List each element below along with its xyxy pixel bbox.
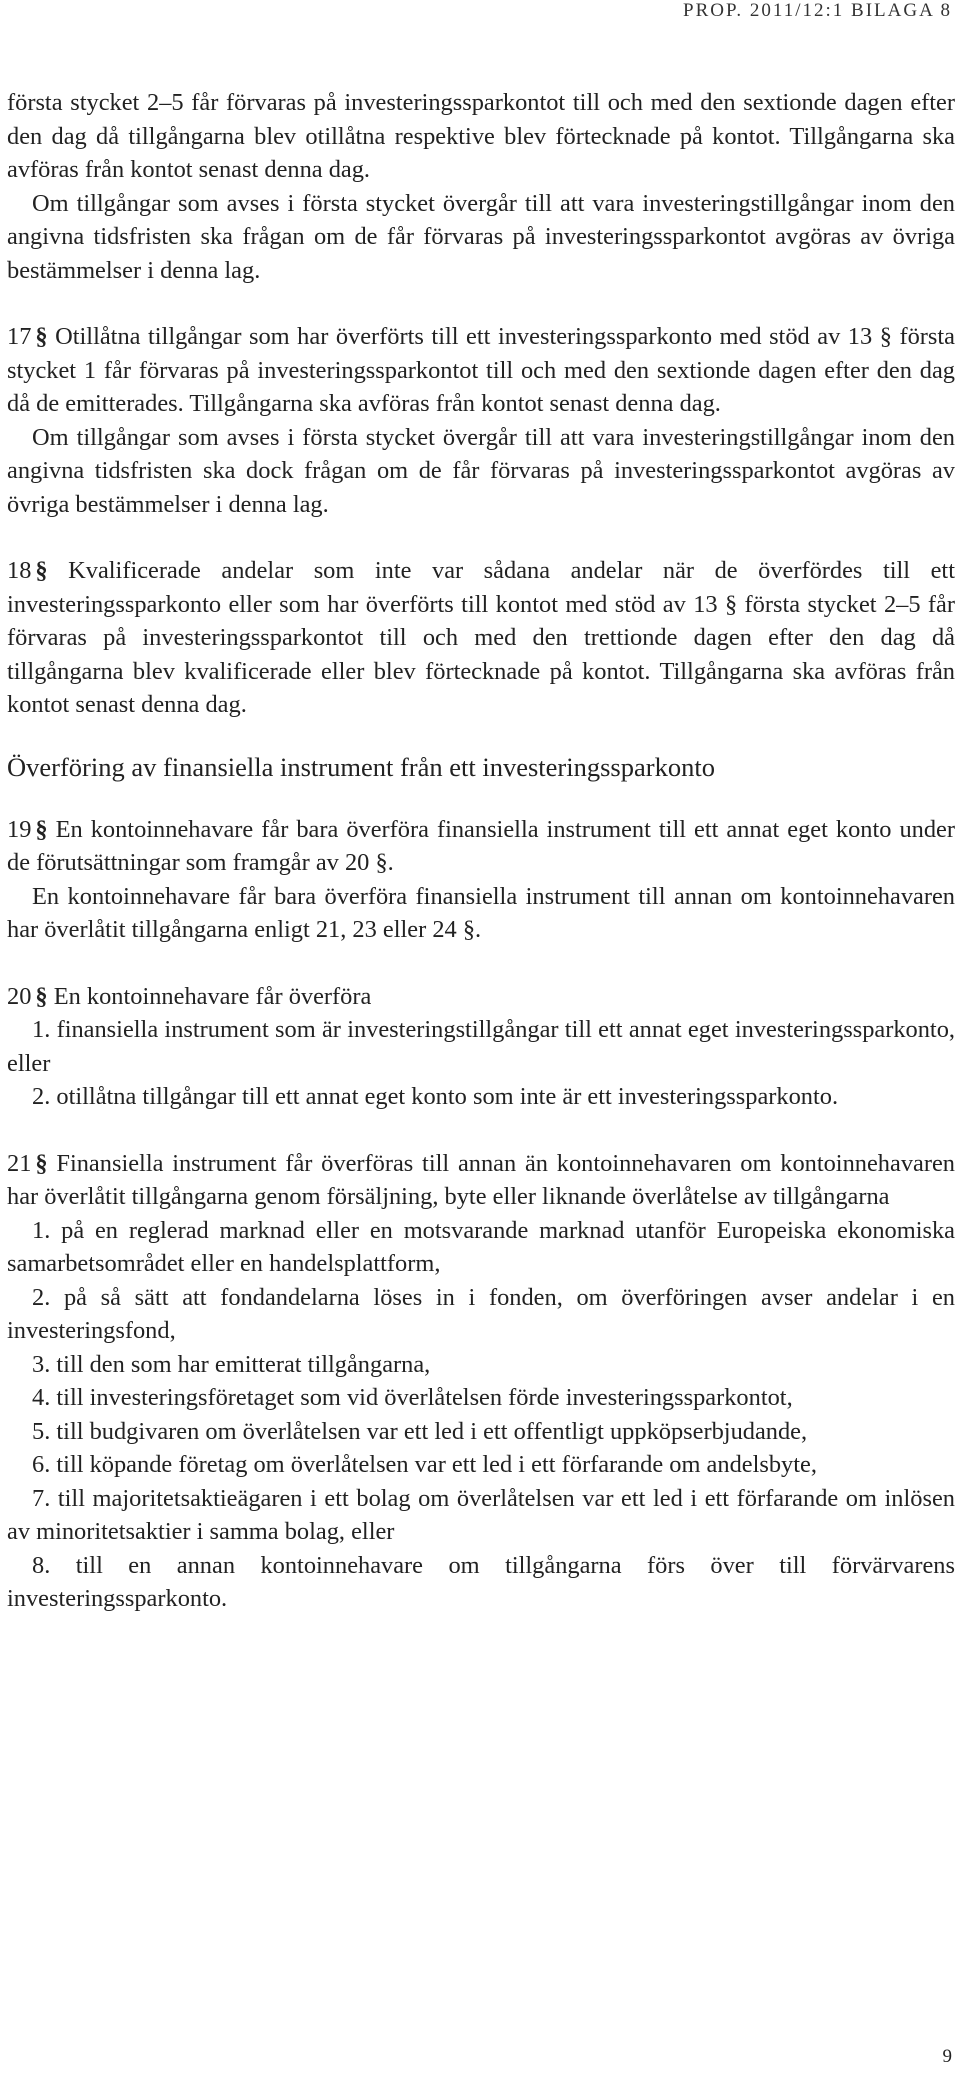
section-symbol: § — [35, 557, 48, 584]
section-text: Kvalificerade andelar som inte var sådana andelar när de överfördes till ett investeringssparkonto eller som har överförts till kontot med stöd av 13 § första stycket 2–5 får förvaras på investeringssparkontot till och med den trettionde dagen efter den dag då tillgångarna blev kvalificerade eller blev förtecknade på kontot. Tillgångarna ska avföras från kontot senast denna dag. — [7, 557, 955, 718]
document-body — [7, 86, 955, 1616]
paragraph: Om tillgångar som avses i första stycket övergår till att vara investeringstillgångar inom den angivna tidsfristen ska dock frågan om de får förvaras på investeringssparkontot avgöras av övriga bestämmelser i denna lag. — [7, 423, 955, 518]
section-text: Otillåtna tillgångar som har överförts till ett investeringssparkonto med stöd av 13 § första stycket 1 får förvaras på investeringssparkontot till och med den sextionde dagen efter den dag då de emitterades. Tillgångarna ska avföras från kontot senast denna dag. — [7, 323, 955, 417]
section-symbol: § — [35, 1149, 48, 1177]
paragraph: första stycket 2–5 får förvaras på investeringssparkontot till och med den sextionde dagen efter den dag då tillgångarna blev otillåtna respektive blev förtecknade på kontot. Tillgångarna ska avföras från kontot senast denna dag. — [7, 89, 955, 183]
section-18 — [7, 554, 955, 722]
section-number: 18 — [7, 557, 32, 584]
section-number: 19 — [7, 815, 32, 843]
list-item: 3. till den som har emitterat tillgångarna, — [32, 1350, 431, 1378]
list-item: 4. till investeringsföretaget som vid överlåtelsen förde investeringssparkontot, — [32, 1384, 793, 1411]
section-number: 20 — [7, 982, 32, 1010]
section-heading: Överföring av finansiella instrument från ett investeringssparkonto — [7, 751, 715, 782]
list-item: 5. till budgivaren om överlåtelsen var ett led i ett offentligt uppköpserbjudande, — [32, 1417, 808, 1445]
list-item: 8. till en annan kontoinnehavare om tillgångarna förs över till förvärvarens investeringssparkonto. — [7, 1551, 955, 1612]
section-17 — [7, 320, 955, 421]
section-19 — [7, 813, 955, 880]
section-text: En kontoinnehavare får överföra — [53, 982, 372, 1010]
list-item: 2. på så sätt att fondandelarna löses in i fonden, om överföringen avser andelar i en investeringsfond, — [7, 1283, 955, 1344]
paragraph: Om tillgångar som avses i första stycket övergår till att vara investeringstillgångar inom den angivna tidsfristen ska frågan om de får förvaras på investeringssparkontot avgöras av övriga bestämmelser i denna lag. — [7, 189, 955, 284]
section-symbol: § — [35, 323, 48, 350]
list-item: 7. till majoritetsaktieägaren i ett bolag om överlåtelsen var ett led i ett förfarande om inlösen av minoritetsaktier i samma bolag, eller — [7, 1484, 955, 1545]
section-number: 17 — [7, 323, 32, 350]
page-number: 9 — [942, 2046, 952, 2067]
section-symbol: § — [35, 982, 48, 1010]
section-text: Finansiella instrument får överföras till annan än kontoinnehavaren om kontoinnehavaren har överlåtit tillgångarna genom försäljning, byte eller liknande överlåtelse av tillgångarna — [7, 1149, 955, 1210]
section-20 — [7, 980, 955, 1014]
section-text: En kontoinnehavare får bara överföra finansiella instrument till ett annat eget konto under de förutsättningar som framgår av 20 §. — [7, 815, 955, 876]
section-21 — [7, 1147, 955, 1214]
list-item: 1. på en reglerad marknad eller en motsvarande marknad utanför Europeiska ekonomiska samarbetsområdet eller en handelsplattform, — [7, 1216, 955, 1277]
section-number: 21 — [7, 1149, 32, 1177]
section-symbol: § — [35, 815, 48, 843]
list-item: 1. finansiella instrument som är investeringstillgångar till ett annat eget investeringssparkonto, eller — [7, 1016, 955, 1077]
page-header: PROP. 2011/12:1 BILAGA 8 — [683, 0, 952, 21]
list-item: 2. otillåtna tillgångar till ett annat eget konto som inte är ett investeringssparkonto. — [32, 1083, 839, 1110]
list-item: 6. till köpande företag om överlåtelsen var ett led i ett förfarande om andelsbyte, — [32, 1451, 817, 1478]
paragraph: En kontoinnehavare får bara överföra finansiella instrument till annan om kontoinnehavaren har överlåtit tillgångarna enligt 21, 23 eller 24 §. — [7, 882, 955, 943]
